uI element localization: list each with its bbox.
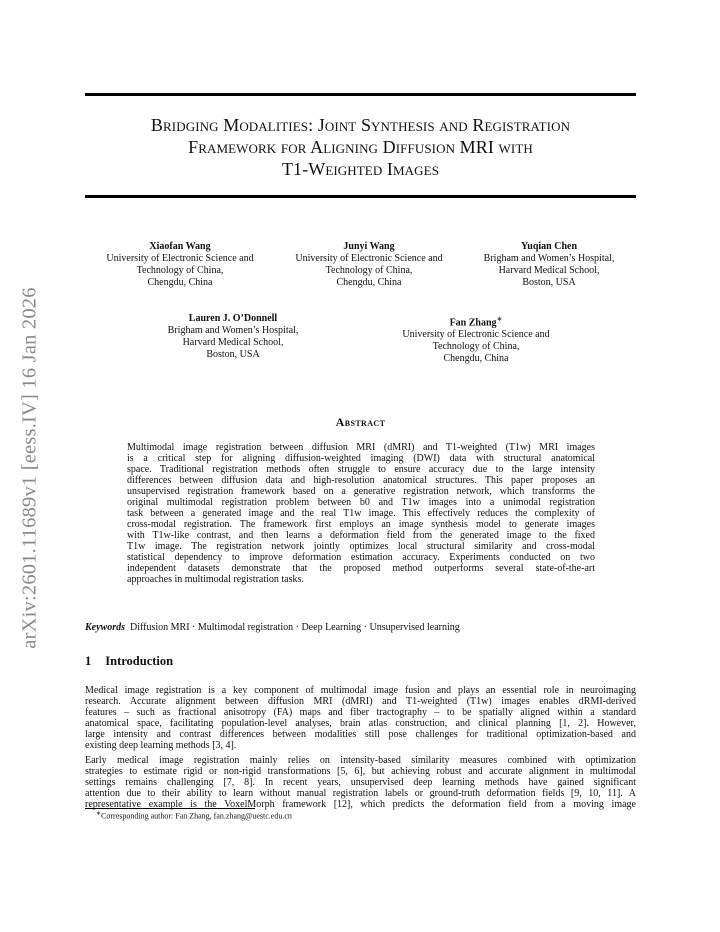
- keywords-label: Keywords: [85, 622, 125, 633]
- abstract-line: original multimodal registration problem between b0 and T1w images into a unimodal registration: [127, 497, 595, 508]
- author-affiliation: Chengdu, China: [443, 353, 509, 365]
- paragraph-line: representative example is the VoxelMorph framework [12], which predicts the deformation field from a moving image: [85, 799, 636, 810]
- abstract-line: differences between diffusion data and high-resolution anatomical structures. This paper proposes an: [127, 475, 595, 486]
- author-name: Junyi Wang: [343, 241, 395, 252]
- title-line: Bridging Modalities: Joint Synthesis and Registration: [150, 115, 571, 135]
- footnote-rule: [85, 808, 255, 809]
- author-affiliation: Boston, USA: [522, 277, 576, 288]
- author-name: Fan Zhang: [449, 317, 497, 329]
- author-affiliation: University of Electronic Science and: [402, 329, 550, 341]
- author-affiliation: Harvard Medical School,: [498, 265, 600, 276]
- author-affiliation: Chengdu, China: [147, 277, 213, 288]
- footnote-mark: ∗: [96, 811, 102, 817]
- abstract-line: cross-modal registration. The framework first employs an image synthesis model to generate images: [127, 519, 595, 530]
- author-block: [402, 313, 549, 365]
- abstract-line: approaches in multimodal registration tasks.: [127, 574, 304, 585]
- section-number: 1: [85, 654, 92, 668]
- author-affiliation: Technology of China,: [325, 265, 413, 276]
- abstract-line: space. Traditional registration methods often struggle to ensure accuracy due to the large intensity: [127, 464, 595, 475]
- abstract-heading: Abstract: [335, 415, 386, 429]
- arxiv-stamp-text: arXiv:2601.11689v1 [eess.IV] 16 Jan 2026: [18, 287, 41, 649]
- author-affiliation: Brigham and Women’s Hospital,: [167, 325, 299, 336]
- section-heading: [85, 654, 173, 669]
- abstract-line: independent datasets demonstrate that the proposed method outperforms several state-of-the-art: [127, 563, 595, 574]
- title-line: T1-Weighted Images: [281, 159, 440, 179]
- abstract-line: statistical dependency to improve deformation estimation accuracy. Experiments conducted on two: [127, 552, 595, 563]
- title-line: Framework for Aligning Diffusion MRI with: [188, 137, 533, 157]
- author-affiliation: Technology of China,: [432, 341, 520, 353]
- paragraph-line: anatomical space, facilitating population-level analyses, brain atlas construction, and clinical planning [1, 2]. However,: [85, 718, 636, 729]
- author-affiliation: Boston, USA: [206, 349, 260, 360]
- footnote: [96, 810, 292, 821]
- author-name-row: [402, 313, 549, 329]
- title-top-rule: [85, 93, 636, 96]
- paragraph-line: research. Accurate alignment between diffusion MRI (dMRI) and T1-weighted (T1w) images enables dRMI-derived: [85, 696, 636, 707]
- paragraph-line: attention due to their ability to learn without manual registration labels or ground-truth deformation fields [9, 10, 11]. A: [85, 788, 636, 799]
- author-affiliation: Technology of China,: [136, 265, 224, 276]
- paragraph-line: Medical image registration is a key component of multimodal image fusion and plays an essential role in neuroimaging: [85, 685, 636, 696]
- title-bottom-rule: [85, 195, 636, 198]
- paper-title: [85, 114, 636, 180]
- abstract-line: with T1w-like contrast, and then learns a deformation field from the generated image to the fixed: [127, 530, 595, 541]
- paragraph-line: large intensity and contrast differences between modalities still pose challenges for traditional optimization-based and: [85, 729, 636, 740]
- footnote-text: Corresponding author: Fan Zhang, fan.zhang@uestc.edu.cn: [101, 811, 292, 821]
- abstract-line: is a critical step for aligning diffusion-weighted imaging (DWI) data with structural anatomical: [127, 453, 595, 464]
- abstract-line: task between a generated image and the real T1w image. This effectively reduces the complexity of: [127, 508, 595, 519]
- paragraph-line: strategies to estimate rigid or non-rigid transformations [5, 6], but achieving robust and accurate alignment in multimodal: [85, 766, 636, 777]
- author-name: Xiaofan Wang: [149, 241, 211, 252]
- author-affiliation: Harvard Medical School,: [182, 337, 284, 348]
- arxiv-identifier-stamp: [19, 262, 41, 674]
- corresponding-author-mark: ∗: [496, 315, 503, 323]
- author-affiliation: Chengdu, China: [336, 277, 402, 288]
- author-affiliation: University of Electronic Science and: [295, 253, 443, 264]
- abstract-line: T1w image. The registration network jointly optimizes local structural similarity and cross-modal: [127, 541, 595, 552]
- author-name: Yuqian Chen: [520, 241, 578, 252]
- paragraph-line: features – such as fractional anisotropy (FA) maps and fiber tractography – to be spatially aligned within a standard: [85, 707, 636, 718]
- paragraph-line: settings remains challenging [7, 8]. In recent years, unsupervised deep learning methods have gained significant: [85, 777, 636, 788]
- author-block: [106, 241, 253, 289]
- keywords: [85, 622, 460, 633]
- paragraph-line: existing deep learning methods [3, 4].: [85, 740, 237, 751]
- author-block: [168, 313, 299, 361]
- section-title: Introduction: [105, 654, 174, 668]
- paragraph-line: Early medical image registration mainly relies on intensity-based similarity measures combined with optimization: [85, 755, 636, 766]
- author-name: Lauren J. O’Donnell: [188, 313, 278, 324]
- abstract-line: Multimodal image registration between diffusion MRI (dMRI) and T1-weighted (T1w) MRI images: [127, 442, 595, 453]
- author-block: [295, 241, 442, 289]
- keywords-text: Diffusion MRI · Multimodal registration · Deep Learning · Unsupervised learning: [130, 622, 460, 633]
- author-affiliation: University of Electronic Science and: [106, 253, 254, 264]
- author-affiliation: Brigham and Women’s Hospital,: [483, 253, 615, 264]
- abstract-line: unsupervised registration framework based on a generative registration network, which transforms the: [127, 486, 595, 497]
- author-block: [484, 241, 615, 289]
